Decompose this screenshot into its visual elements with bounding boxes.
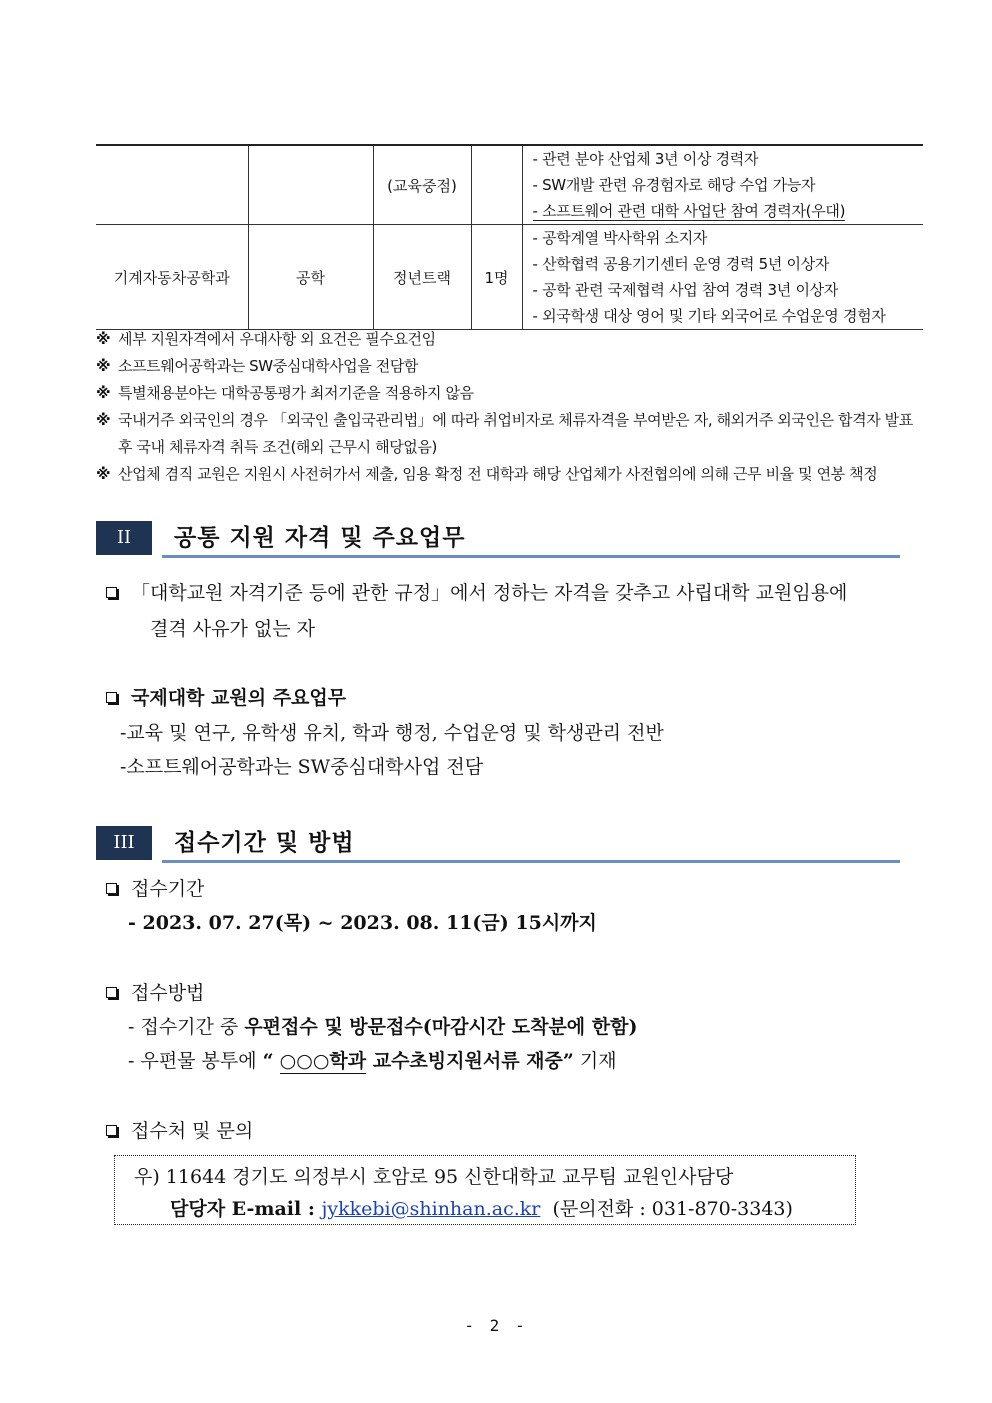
- note-mark: ※: [96, 411, 111, 429]
- requirements-cell: [522, 145, 923, 225]
- note-text: 소프트웨어공학과는 SW중심대학사업을 전담함: [118, 357, 419, 375]
- recruitment-table: [96, 144, 923, 330]
- method-text-bold: 교수초빙지원서류 재중”: [366, 1050, 574, 1072]
- method-text: 기재: [573, 1050, 617, 1072]
- count-cell: 1명: [471, 225, 522, 330]
- qualification-item: [106, 578, 847, 605]
- count-cell: [471, 145, 522, 225]
- field-cell: 공학: [248, 225, 373, 330]
- checkbox-bullet-icon: [106, 692, 117, 703]
- contact-heading: [106, 1116, 253, 1143]
- department-cell: [96, 145, 248, 225]
- method-text: - 우편물 봉투에: [128, 1050, 263, 1072]
- duties-title: 국제대학 교원의 주요업무: [131, 687, 347, 709]
- method-line: [128, 1046, 617, 1073]
- requirement-item: - 공학 관련 국제협력 사업 참여 경력 3년 이상자: [532, 281, 839, 299]
- department-placeholder: ○○○학과: [279, 1050, 367, 1072]
- email-link[interactable]: jykkebi@shinhan.ac.kr: [321, 1198, 541, 1220]
- table-row: [96, 145, 923, 225]
- contact-title: 접수처 및 문의: [131, 1120, 254, 1142]
- note-text: 산업체 겸직 교원은 지원시 사전허가서 제출, 임용 확정 전 대학과 해당 산업체가 사전협의에 의해 근무 비율 및 연봉 책정: [118, 465, 878, 483]
- requirement-item: - 공학계열 박사학위 소지자: [532, 229, 708, 247]
- page-number: - 2 -: [464, 1316, 528, 1335]
- method-text: - 접수기간 중: [128, 1016, 245, 1038]
- note-mark: ※: [96, 330, 111, 348]
- contact-address: 우) 11644 경기도 의정부시 호암로 95 신한대학교 교무팀 교원인사담당: [134, 1166, 734, 1188]
- method-heading: [106, 978, 204, 1005]
- note-item: [96, 380, 926, 407]
- method-text-bold: 우편접수 및 방문접수(마감시간 도착분에 한함): [244, 1016, 638, 1038]
- qualification-text: 「대학교원 자격기준 등에 관한 규정」에서 정하는 자격을 갖추고 사립대학 교원임용에: [131, 582, 848, 604]
- section-number: II: [96, 521, 152, 555]
- note-text: 특별채용분야는 대학공통평가 최저기준을 적용하지 않음: [118, 384, 474, 402]
- note-item: [96, 326, 926, 353]
- note-item: [96, 407, 926, 461]
- notes-list: [96, 326, 926, 488]
- note-mark: ※: [96, 384, 111, 402]
- requirement-item: - 관련 분야 산업체 3년 이상 경력자: [532, 150, 759, 168]
- note-text: 세부 지원자격에서 우대사항 외 요건은 필수요건임: [118, 330, 436, 348]
- email-label: 담당자 E-mail :: [170, 1198, 322, 1220]
- duties-heading: [106, 683, 346, 710]
- section-title: 공통 지원 자격 및 주요업무: [174, 525, 466, 551]
- contact-line: [170, 1194, 793, 1221]
- checkbox-bullet-icon: [106, 987, 117, 998]
- period-heading: [106, 874, 204, 901]
- department-cell: 기계자동차공학과: [96, 225, 248, 330]
- period-title: 접수기간: [131, 878, 205, 900]
- note-item: [96, 353, 926, 380]
- note-mark: ※: [96, 357, 111, 375]
- table-row: [96, 225, 923, 330]
- quote-mark: “: [262, 1050, 274, 1072]
- period-value: - 2023. 07. 27(목) ~ 2023. 08. 11(금) 15시까지: [128, 912, 597, 934]
- requirement-item: [523, 198, 924, 224]
- requirement-item-text: - 소프트웨어 관련 대학 사업단 참여 경력자(우대): [532, 202, 846, 220]
- method-title: 접수방법: [131, 982, 205, 1004]
- note-mark: ※: [96, 465, 111, 483]
- track-cell: 정년트랙: [373, 225, 471, 330]
- section-number: III: [96, 826, 152, 860]
- section-title: 접수기간 및 방법: [174, 830, 355, 856]
- note-text: 국내거주 외국인의 경우 「외국인 출입국관리법」에 따라 취업비자로 체류자격을 부여받은 자, 해외거주 외국인은 합격자 발표 후 국내 체류자격 취득 조건(해외 근무시 해당없음): [118, 411, 913, 456]
- qualification-text-cont: 결격 사유가 없는 자: [150, 618, 315, 640]
- note-item: [96, 461, 926, 488]
- checkbox-bullet-icon: [106, 883, 117, 894]
- section-header-2: [96, 521, 900, 557]
- duties-line: -소프트웨어공학과는 SW중심대학사업 전담: [120, 756, 484, 778]
- section-rule: [162, 555, 900, 558]
- requirement-item: - 산학협력 공용기기센터 운영 경력 5년 이상자: [532, 255, 830, 273]
- checkbox-bullet-icon: [106, 1125, 117, 1136]
- section-header-3: [96, 826, 900, 862]
- requirements-cell: [522, 225, 923, 330]
- section-rule: [162, 860, 900, 863]
- requirement-item: - SW개발 관련 유경험자로 해당 수업 가능자: [532, 176, 816, 194]
- method-line: [128, 1012, 637, 1039]
- checkbox-bullet-icon: [106, 587, 117, 598]
- requirement-item: - 외국학생 대상 영어 및 기타 외국어로 수업운영 경험자: [532, 307, 886, 325]
- contact-phone: (문의전화 : 031-870-3343): [552, 1198, 793, 1220]
- field-cell: [248, 145, 373, 225]
- track-cell: (교육중점): [373, 145, 471, 225]
- duties-line: -교육 및 연구, 유학생 유치, 학과 행정, 수업운영 및 학생관리 전반: [120, 722, 664, 744]
